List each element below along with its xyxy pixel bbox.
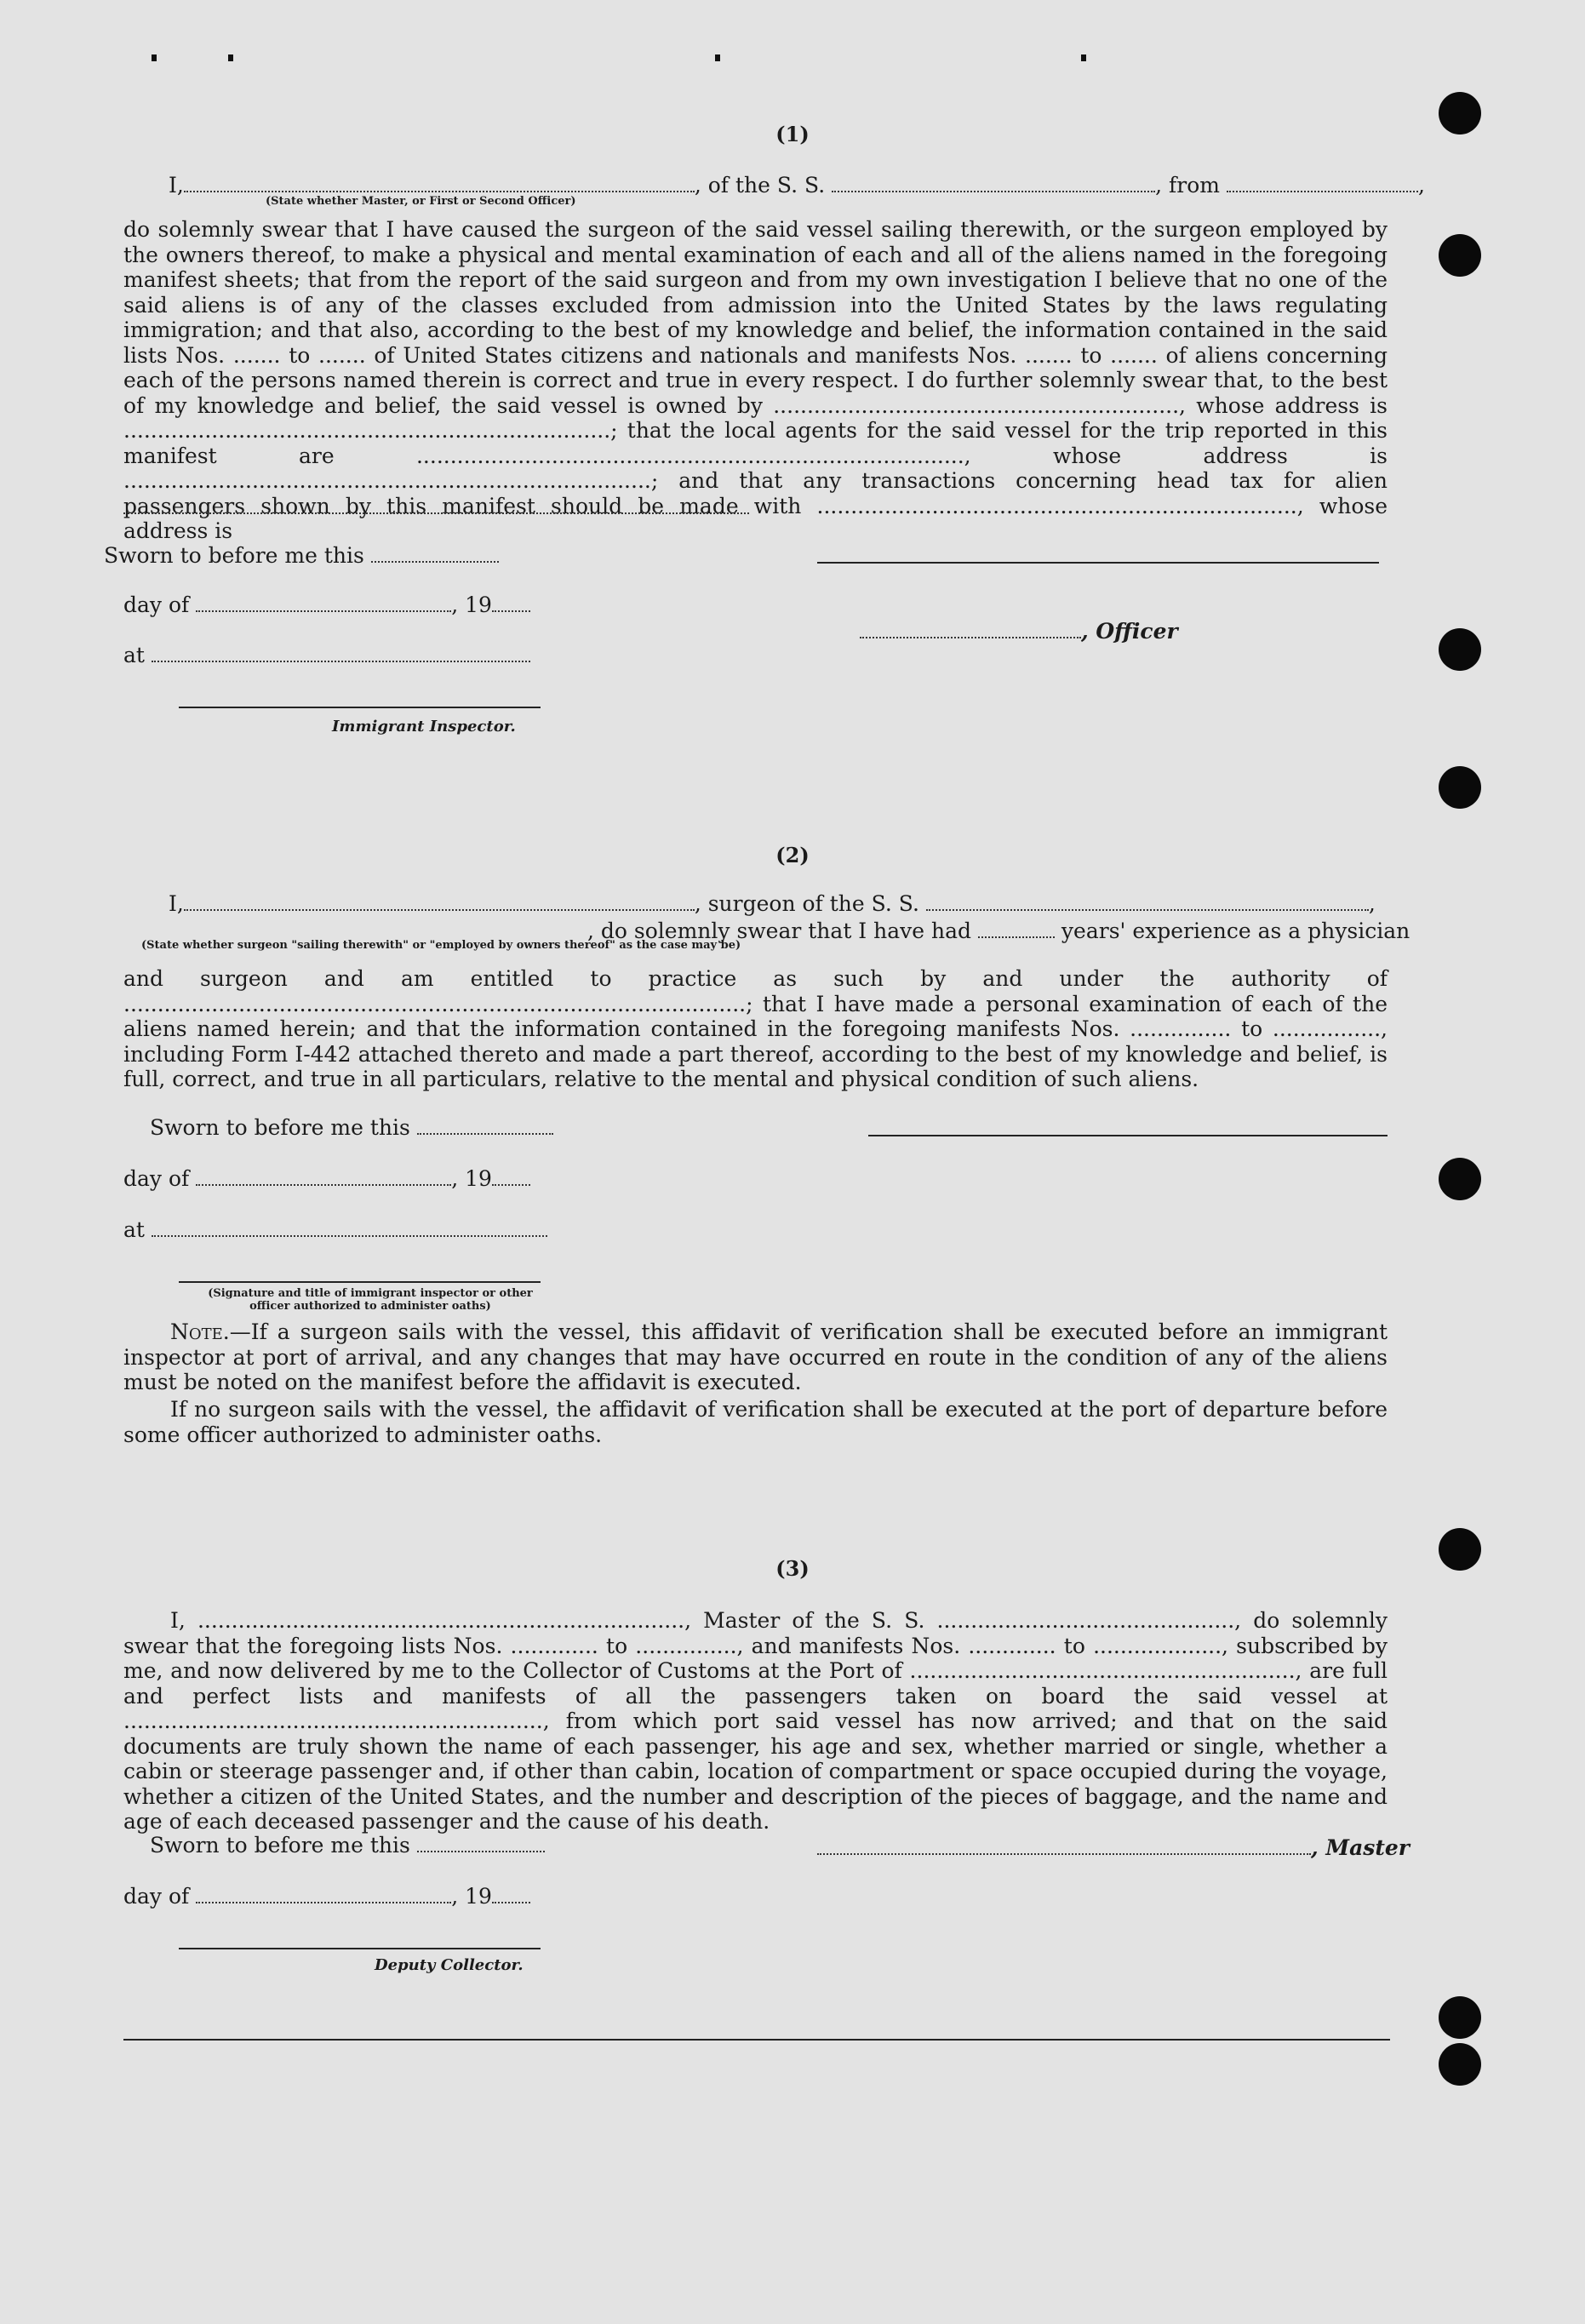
section-1-at-line: at	[123, 643, 530, 667]
section-2-opening-line: I, , surgeon of the S. S. ,	[169, 891, 1376, 916]
punch-hole	[1439, 628, 1481, 671]
ink-mark	[1081, 54, 1086, 61]
section-3-number: (3)	[775, 1556, 810, 1581]
section-1-sworn-line: Sworn to before me this	[104, 543, 499, 568]
section-1-day-line: day of , 19	[123, 592, 530, 617]
note-paragraph-2: If no surgeon sails with the vessel, the affidavit of verification shall be executed at the port of departure before some officer authorized to administer oaths.	[123, 1397, 1388, 1447]
punch-hole	[1439, 766, 1481, 809]
immigrant-inspector-caption: Immigrant Inspector.	[332, 718, 516, 736]
ink-mark	[715, 54, 720, 61]
surgeon-note: (State whether surgeon "sailing therewith" or "employed by owners thereof" as the case may be)	[141, 939, 741, 952]
section-3-day-line: day of , 19	[123, 1884, 530, 1909]
section-2-oath-body: and surgeon and am entitled to practice as such by and under the authority of ............................................................................................; that I have made a personal examination of each of the aliens named herein; and that the information contained in the foregoing manifests Nos. ............... to ................, including Form I-442 attached thereto and made a part thereof, according to the best of my knowledge and belief, is full, correct, and true in all particulars, relative to the mental and physical condition of such aliens.	[123, 966, 1388, 1091]
punch-hole	[1439, 234, 1481, 277]
signature-title-note: (Signature and title of immigrant inspector or other officer authorized to administer oaths)	[208, 1287, 533, 1313]
section-1-opening-line: I, , of the S. S. , from ,	[169, 173, 1425, 197]
inspector-signature-line	[179, 707, 541, 708]
officer-line: , Officer	[860, 619, 1178, 644]
surgeon-signature-line	[868, 1135, 1388, 1136]
punch-hole	[1439, 2043, 1481, 2086]
bottom-rule	[123, 2039, 1390, 2041]
section-1-number: (1)	[775, 122, 810, 146]
ink-mark	[152, 54, 157, 61]
address-blank-line	[123, 512, 749, 514]
deputy-collector-caption: Deputy Collector.	[375, 1956, 524, 1974]
section-2-number: (2)	[775, 843, 810, 867]
officer-signature-line	[817, 562, 1379, 564]
ink-mark	[228, 54, 233, 61]
deputy-signature-line	[179, 1948, 541, 1949]
officer-note: (State whether Master, or First or Second Officer)	[266, 195, 576, 208]
section-3-sworn-line: Sworn to before me this	[150, 1833, 545, 1857]
section-3-oath-body: I, ........................................................................, Master of the S. S. ............................................, do solemnly swear that the foregoing lists Nos. ............. to ..............., and manifests Nos. ............. to ..................., subscribed by me, and now delivered by me to the Collector of Customs at the Port of ........................................................., are full and perfect lists and manifests of all the passengers taken on board the said vessel at .............................................................., from which port said vessel has now arrived; and that on the said documents are truly shown the name of each passenger, his age and sex, whether married or single, whether a cabin or steerage passenger and, if other than cabin, location of compartment or space occupied during the voyage, whether a citizen of the United States, and the number and description of the pieces of baggage, and the name and age of each deceased passenger and the cause of his death.	[123, 1608, 1388, 1834]
section-2-sworn-line: Sworn to before me this	[150, 1115, 553, 1140]
punch-hole	[1439, 1996, 1481, 2039]
authorized-officer-signature-line	[179, 1281, 541, 1283]
section-2-at-line: at	[123, 1217, 547, 1242]
section-2-second-line: , do solemnly swear that I have had years' experience as a physician	[587, 919, 1410, 943]
master-line: , Master	[817, 1835, 1410, 1860]
section-2-day-line: day of , 19	[123, 1166, 530, 1191]
section-1-oath-body: do solemnly swear that I have caused the surgeon of the said vessel sailing therewith, or the surgeon employed by the owners thereof, to make a physical and mental examination of each and all of the aliens named in the foregoing manifest sheets; that from the report of the said surgeon and from my own investigation I believe that no one of the said aliens is of any of the classes excluded from admission into the United States by the laws regulating immigration; and that also, according to the best of my knowledge and belief, the information contained in the said lists Nos. ....... to ....... of United States citizens and nationals and manifests Nos. ....... to ....... of aliens concerning each of the persons named therein is correct and true in every respect. I do further solemnly swear that, to the best of my knowledge and belief, the said vessel is owned by ............................................................, whose address is ........................................................................; that the local agents for the said vessel for the trip reported in this manifest are ................................................................................., whose address is ..............................................................................; and that any transactions concerning head tax for alien passengers shown by this manifest should be made with ......................................................................., whose address is	[123, 217, 1388, 543]
note-paragraph: Note.—If a surgeon sails with the vessel, this affidavit of verification shall be executed before an immigrant inspector at port of arrival, and any changes that may have occurred en route in the condition of any of the aliens must be noted on the manifest before the affidavit is executed.	[123, 1319, 1388, 1394]
punch-hole	[1439, 1158, 1481, 1200]
